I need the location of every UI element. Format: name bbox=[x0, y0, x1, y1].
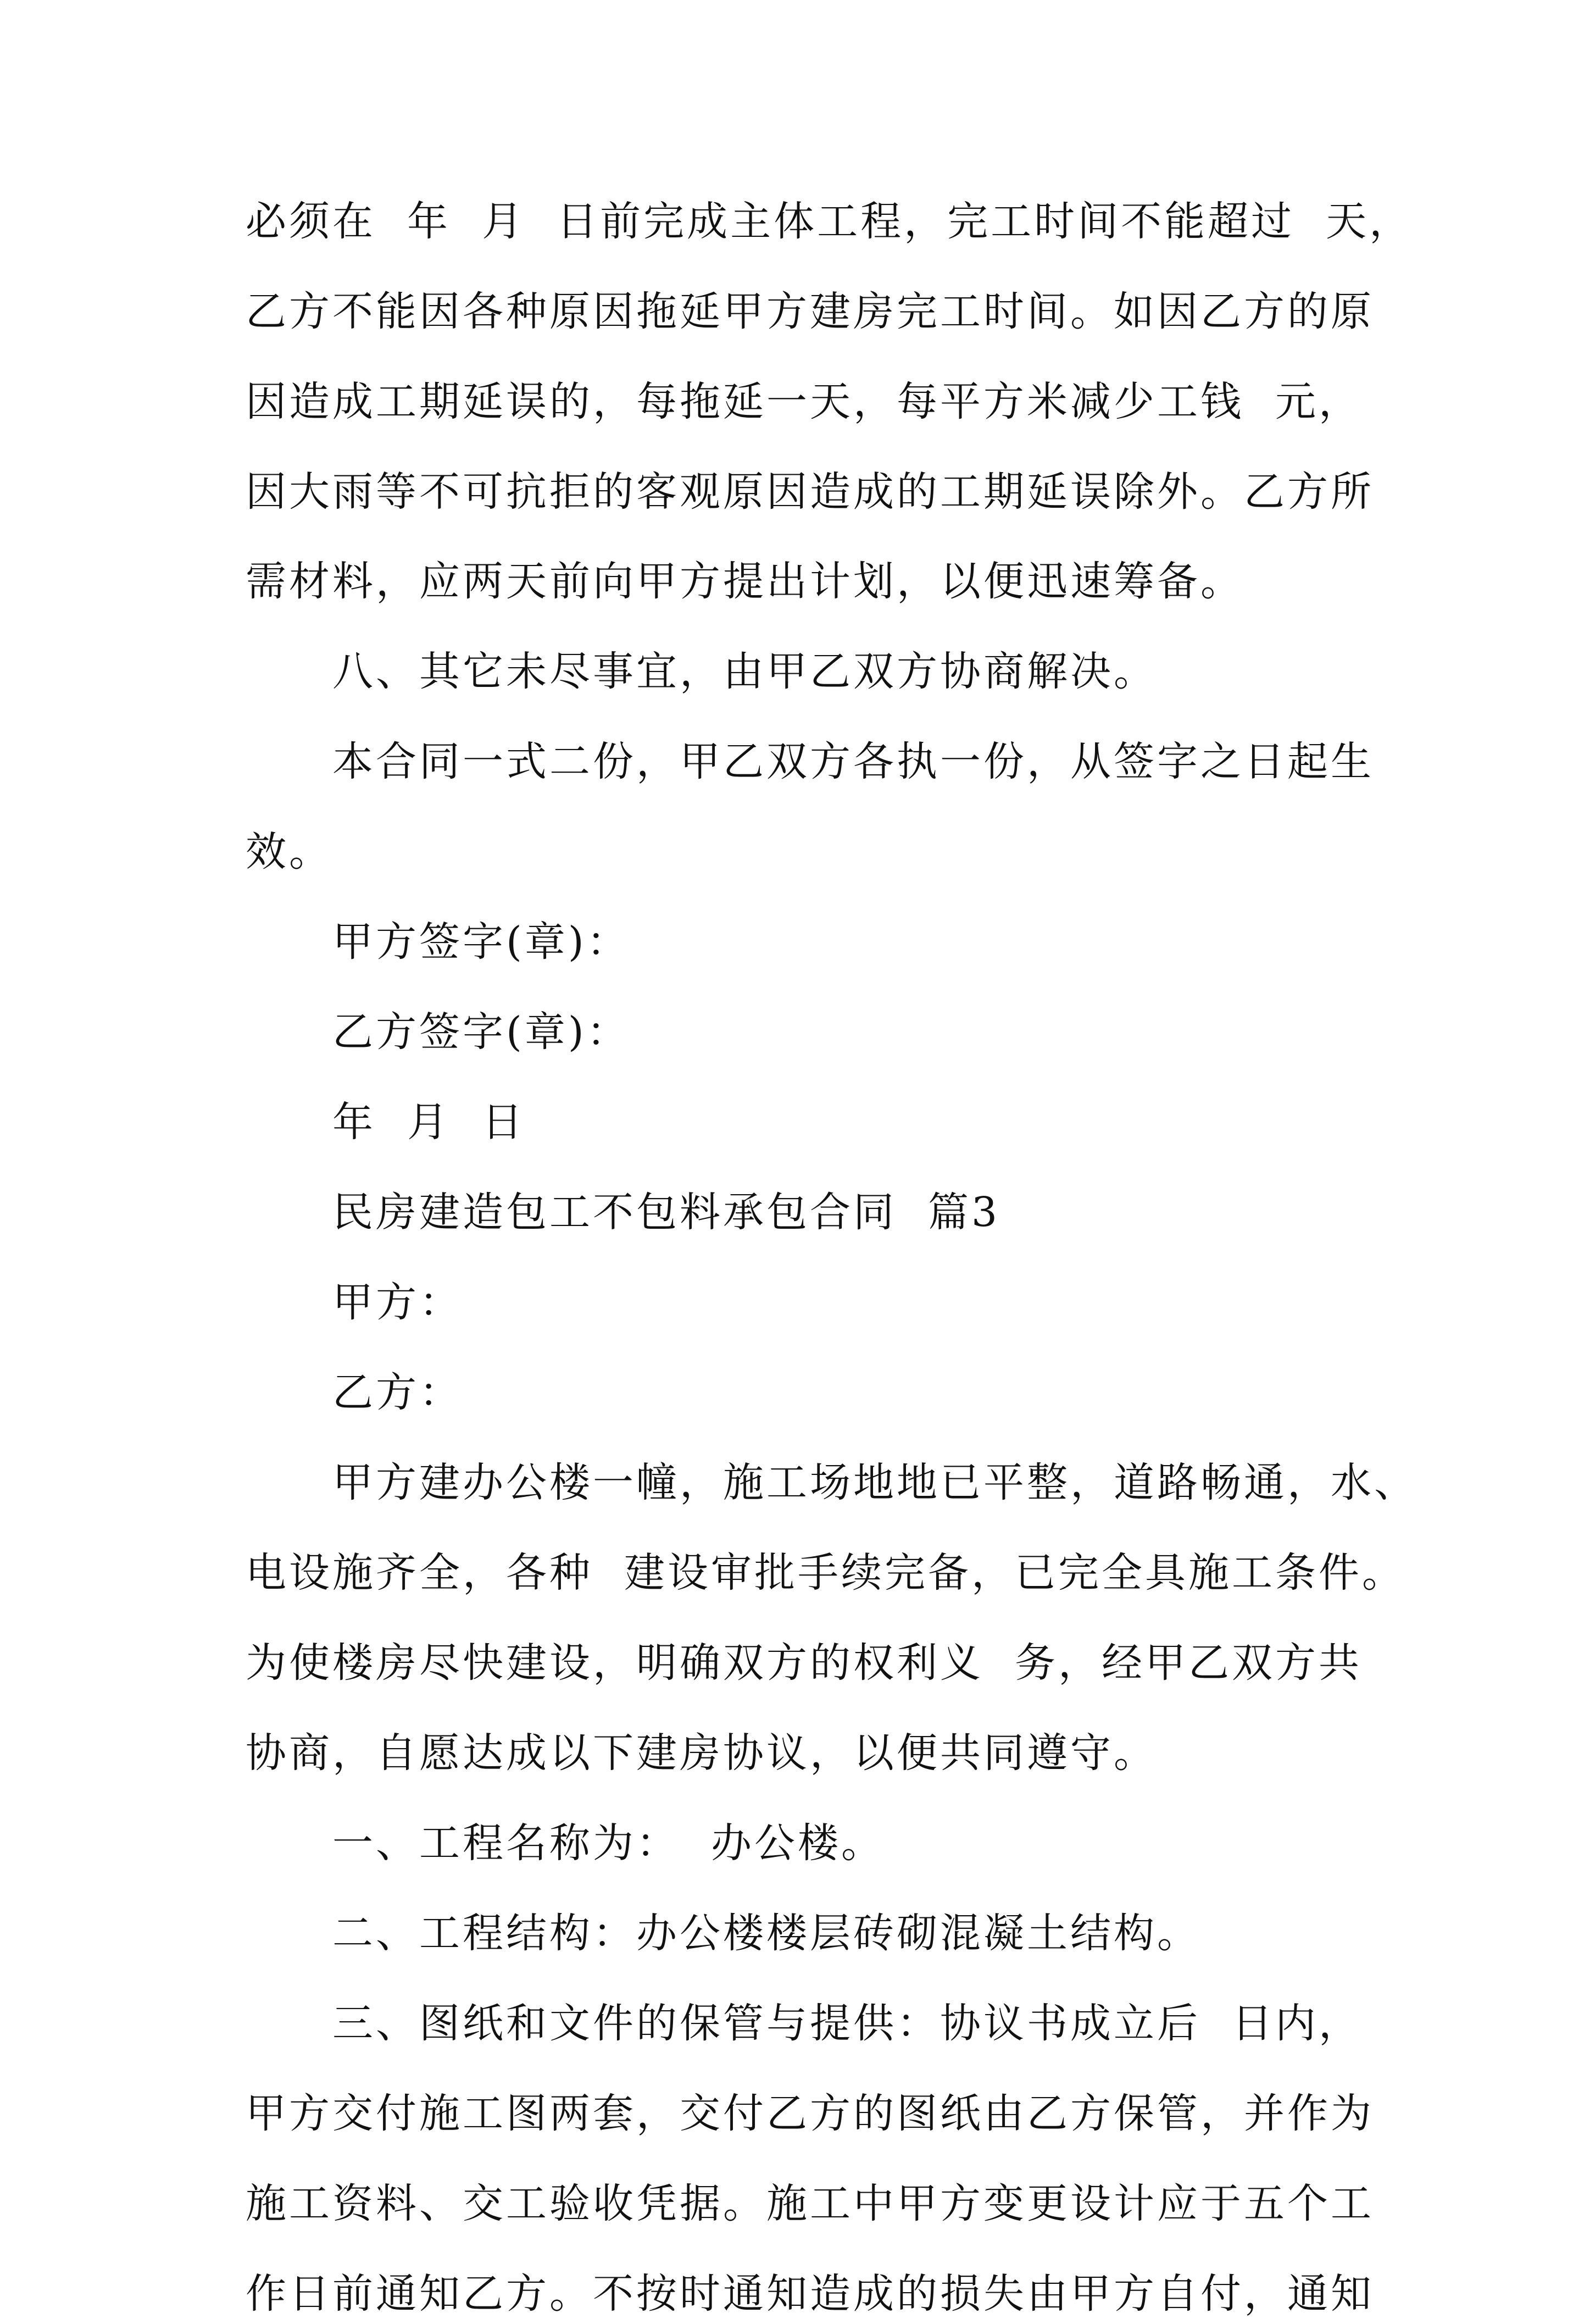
paragraph-line: 因大雨等不可抗拒的客观原因造成的工期延误除外。乙方所 bbox=[246, 468, 1374, 515]
paragraph-line: 效。 bbox=[246, 828, 332, 875]
party-b-signature: 乙方签字(章)： bbox=[332, 1008, 630, 1056]
paragraph-line: 需材料，应两天前向甲方提出计划，以便迅速筹备。 bbox=[246, 558, 1244, 605]
paragraph-line: 必须在 年 月 日前完成主体工程，完工时间不能超过 天， bbox=[246, 198, 1413, 245]
paragraph-line: 因造成工期延误的，每拖延一天，每平方米减少工钱 元， bbox=[246, 378, 1363, 425]
paragraph-line: 甲方交付施工图两套，交付乙方的图纸由乙方保管，并作为 bbox=[246, 2090, 1374, 2137]
paragraph-line: 甲方建办公楼一幢，施工场地地已平整，道路畅通，水、 bbox=[332, 1459, 1417, 1506]
clause-eight: 八、其它未尽事宜，由甲乙双方协商解决。 bbox=[332, 648, 1157, 695]
clause-one: 一、工程名称为： 办公楼。 bbox=[332, 1820, 885, 1867]
paragraph-line: 为使楼房尽快建设，明确双方的权利义 务，经甲乙双方共 bbox=[246, 1639, 1363, 1687]
party-b-label: 乙方： bbox=[332, 1369, 463, 1416]
paragraph-line: 本合同一式二份，甲乙双方各执一份，从签字之日起生 bbox=[332, 738, 1374, 785]
party-a-signature: 甲方签字(章)： bbox=[332, 918, 630, 966]
party-a-label: 甲方： bbox=[332, 1279, 463, 1326]
paragraph-line: 作日前通知乙方。不按时通知造成的损失由甲方自付，通知 bbox=[246, 2270, 1374, 2317]
clause-three: 三、图纸和文件的保管与提供：协议书成立后 日内， bbox=[332, 2000, 1363, 2047]
section-title: 民房建造包工不包料承包合同 篇3 bbox=[332, 1189, 1000, 1236]
paragraph-line: 电设施齐全，各种 建设审批手续完备，已完全具施工条件。 bbox=[246, 1549, 1406, 1596]
date-line: 年 月 日 bbox=[332, 1099, 526, 1146]
paragraph-line: 协商，自愿达成以下建房协议，以便共同遵守。 bbox=[246, 1729, 1157, 1777]
paragraph-line: 施工资料、交工验收凭据。施工中甲方变更设计应于五个工 bbox=[246, 2180, 1374, 2227]
paragraph-line: 乙方不能因各种原因拖延甲方建房完工时间。如因乙方的原 bbox=[246, 288, 1374, 335]
clause-two: 二、工程结构：办公楼楼层砖砌混凝土结构。 bbox=[332, 1910, 1200, 1957]
